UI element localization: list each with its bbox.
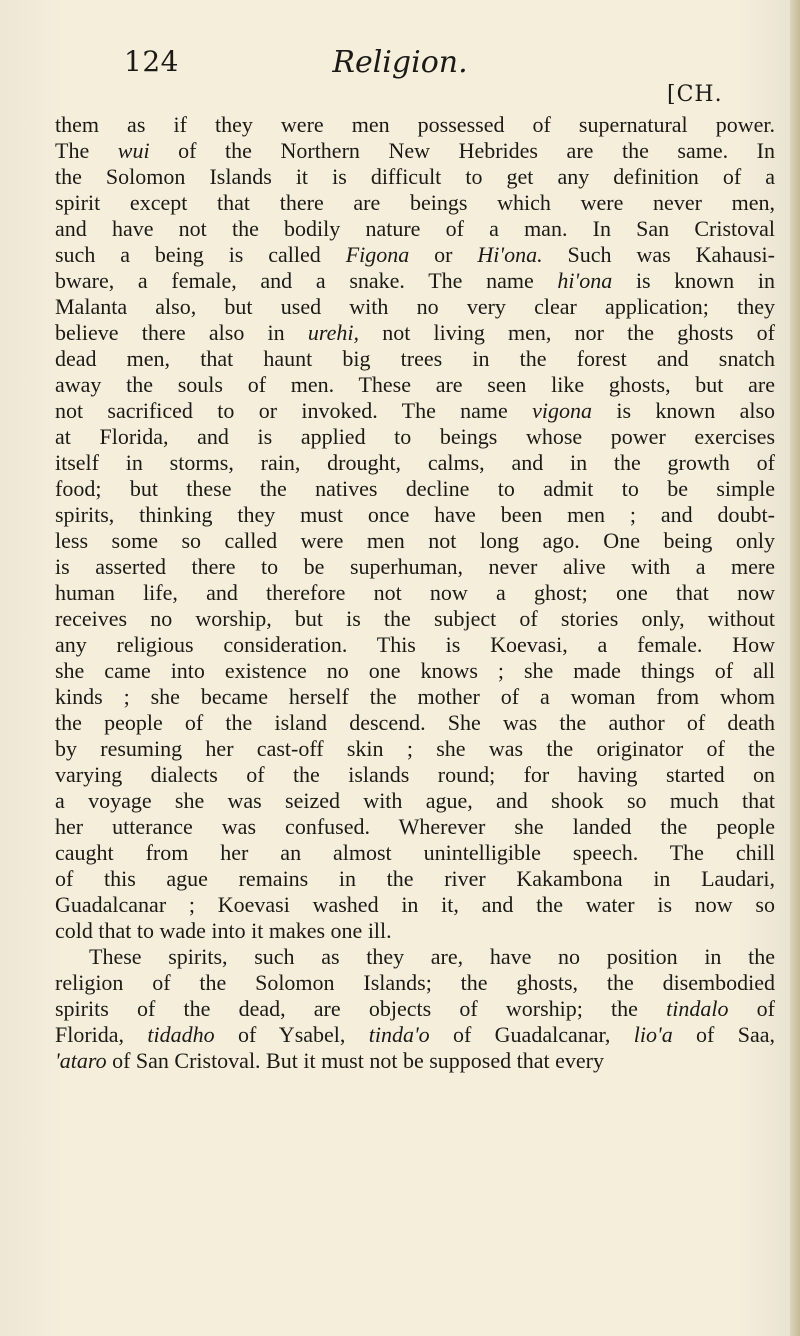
text-line	[55, 840, 775, 866]
text-line	[55, 450, 775, 476]
text-line	[55, 1022, 775, 1048]
text-run: caught from her an almost unintelligible speech. The chill	[55, 840, 775, 865]
text-run: less some so called were men not long ago. One being only	[55, 528, 775, 553]
text-run: Florida,	[55, 1022, 148, 1047]
text-run: believe there also in	[55, 320, 308, 345]
text-run: a voyage she was seized with ague, and shook so much that	[55, 788, 775, 813]
text-line	[55, 190, 775, 216]
chapter-tag: [CH.	[667, 82, 723, 107]
text-line	[55, 138, 775, 164]
text-run: Such was Kahausi-	[542, 242, 775, 267]
italic-term: Figona	[345, 242, 410, 267]
text-run: human life, and therefore not now a ghost; one that now	[55, 580, 775, 605]
text-line	[55, 164, 775, 190]
text-line	[55, 970, 775, 996]
text-run: not sacrificed to or invoked. The name	[55, 398, 533, 423]
text-line	[55, 398, 775, 424]
text-line	[55, 944, 775, 970]
text-line	[55, 918, 775, 944]
text-run: The	[55, 138, 118, 163]
text-run: them as if they were men possessed of supernatural power.	[55, 112, 775, 137]
italic-term: urehi,	[307, 320, 359, 345]
text-run: spirit except that there are beings which were never men,	[55, 190, 775, 215]
text-run: is asserted there to be superhuman, never alive with a mere	[55, 554, 775, 579]
text-line	[55, 424, 775, 450]
text-run: cold that to wade into it makes one ill.	[55, 918, 392, 943]
text-run: Guadalcanar ; Koevasi washed in it, and the water is now so	[55, 892, 775, 917]
text-line	[55, 658, 775, 684]
text-run: her utterance was confused. Wherever she landed the people	[55, 814, 775, 839]
text-run: away the souls of men. These are seen like ghosts, but are	[55, 372, 775, 397]
text-run: such a being is called	[55, 242, 346, 267]
text-run: and have not the bodily nature of a man. In San Cristoval	[55, 216, 775, 241]
text-line	[55, 684, 775, 710]
text-line	[55, 502, 775, 528]
text-run: bware, a female, and a snake. The name	[55, 268, 558, 293]
page-edge	[790, 0, 800, 1336]
text-run: These spirits, such as they are, have no position in the	[89, 944, 775, 969]
text-run: religion of the Solomon Islands; the ghosts, the disembodied	[55, 970, 775, 995]
text-line	[55, 814, 775, 840]
text-line	[55, 710, 775, 736]
page-number: 124	[124, 45, 179, 78]
text-line	[55, 866, 775, 892]
text-line	[55, 476, 775, 502]
text-run: of Guadalcanar,	[429, 1022, 634, 1047]
text-line	[55, 294, 775, 320]
text-run: not living men, nor the ghosts of	[358, 320, 775, 345]
italic-term: lio'a	[633, 1022, 673, 1047]
text-run: by resuming her cast-off skin ; she was the originator of the	[55, 736, 775, 761]
text-line	[55, 554, 775, 580]
text-run: food; but these the natives decline to admit to be simple	[55, 476, 775, 501]
text-line	[55, 736, 775, 762]
italic-term: hi'ona	[557, 268, 613, 293]
text-run: spirits, thinking they must once have been men ; and doubt-	[55, 502, 775, 527]
body-text	[55, 112, 775, 1074]
text-run: of Ysabel,	[214, 1022, 369, 1047]
text-line	[55, 216, 775, 242]
text-run: any religious consideration. This is Koevasi, a female. How	[55, 632, 775, 657]
italic-term: tindalo	[666, 996, 729, 1021]
text-run: or	[409, 242, 478, 267]
text-line	[55, 268, 775, 294]
text-line	[55, 320, 775, 346]
text-line	[55, 892, 775, 918]
text-run: kinds ; she became herself the mother of a woman from whom	[55, 684, 775, 709]
italic-term: Hi'ona.	[477, 242, 543, 267]
text-run: varying dialects of the islands round; for having started on	[55, 762, 775, 787]
running-title: Religion.	[332, 45, 468, 80]
text-run: of this ague remains in the river Kakambona in Laudari,	[55, 866, 775, 891]
text-line	[55, 1048, 775, 1074]
text-run: Malanta also, but used with no very clear application; they	[55, 294, 775, 319]
text-run: dead men, that haunt big trees in the forest and snatch	[55, 346, 775, 371]
text-run: spirits of the dead, are objects of worship; the	[55, 996, 667, 1021]
text-run: itself in storms, rain, drought, calms, and in the growth of	[55, 450, 775, 475]
text-run: of the Northern New Hebrides are the same. In	[149, 138, 776, 163]
italic-term: tinda'o	[368, 1022, 430, 1047]
text-run: the people of the island descend. She was the author of death	[55, 710, 775, 735]
text-run: is known also	[592, 398, 776, 423]
text-line	[55, 242, 775, 268]
text-run: is known in	[612, 268, 775, 293]
text-run: she came into existence no one knows ; she made things of all	[55, 658, 775, 683]
page-header	[0, 0, 800, 120]
text-line	[55, 996, 775, 1022]
text-line	[55, 346, 775, 372]
text-line	[55, 112, 775, 138]
text-run: of Saa,	[672, 1022, 775, 1047]
italic-term: 'ataro	[55, 1048, 107, 1073]
text-run: of San Cristoval. But it must not be supposed that every	[106, 1048, 604, 1073]
text-line	[55, 606, 775, 632]
text-run: receives no worship, but is the subject of stories only, without	[55, 606, 775, 631]
text-line	[55, 762, 775, 788]
italic-term: wui	[117, 138, 150, 163]
text-line	[55, 788, 775, 814]
text-line	[55, 528, 775, 554]
text-run: at Florida, and is applied to beings whose power exercises	[55, 424, 775, 449]
italic-term: tidadho	[147, 1022, 215, 1047]
text-run: of	[728, 996, 775, 1021]
text-line	[55, 632, 775, 658]
text-line	[55, 372, 775, 398]
italic-term: vigona	[532, 398, 593, 423]
text-line	[55, 580, 775, 606]
text-run: the Solomon Islands it is difficult to get any definition of a	[55, 164, 775, 189]
